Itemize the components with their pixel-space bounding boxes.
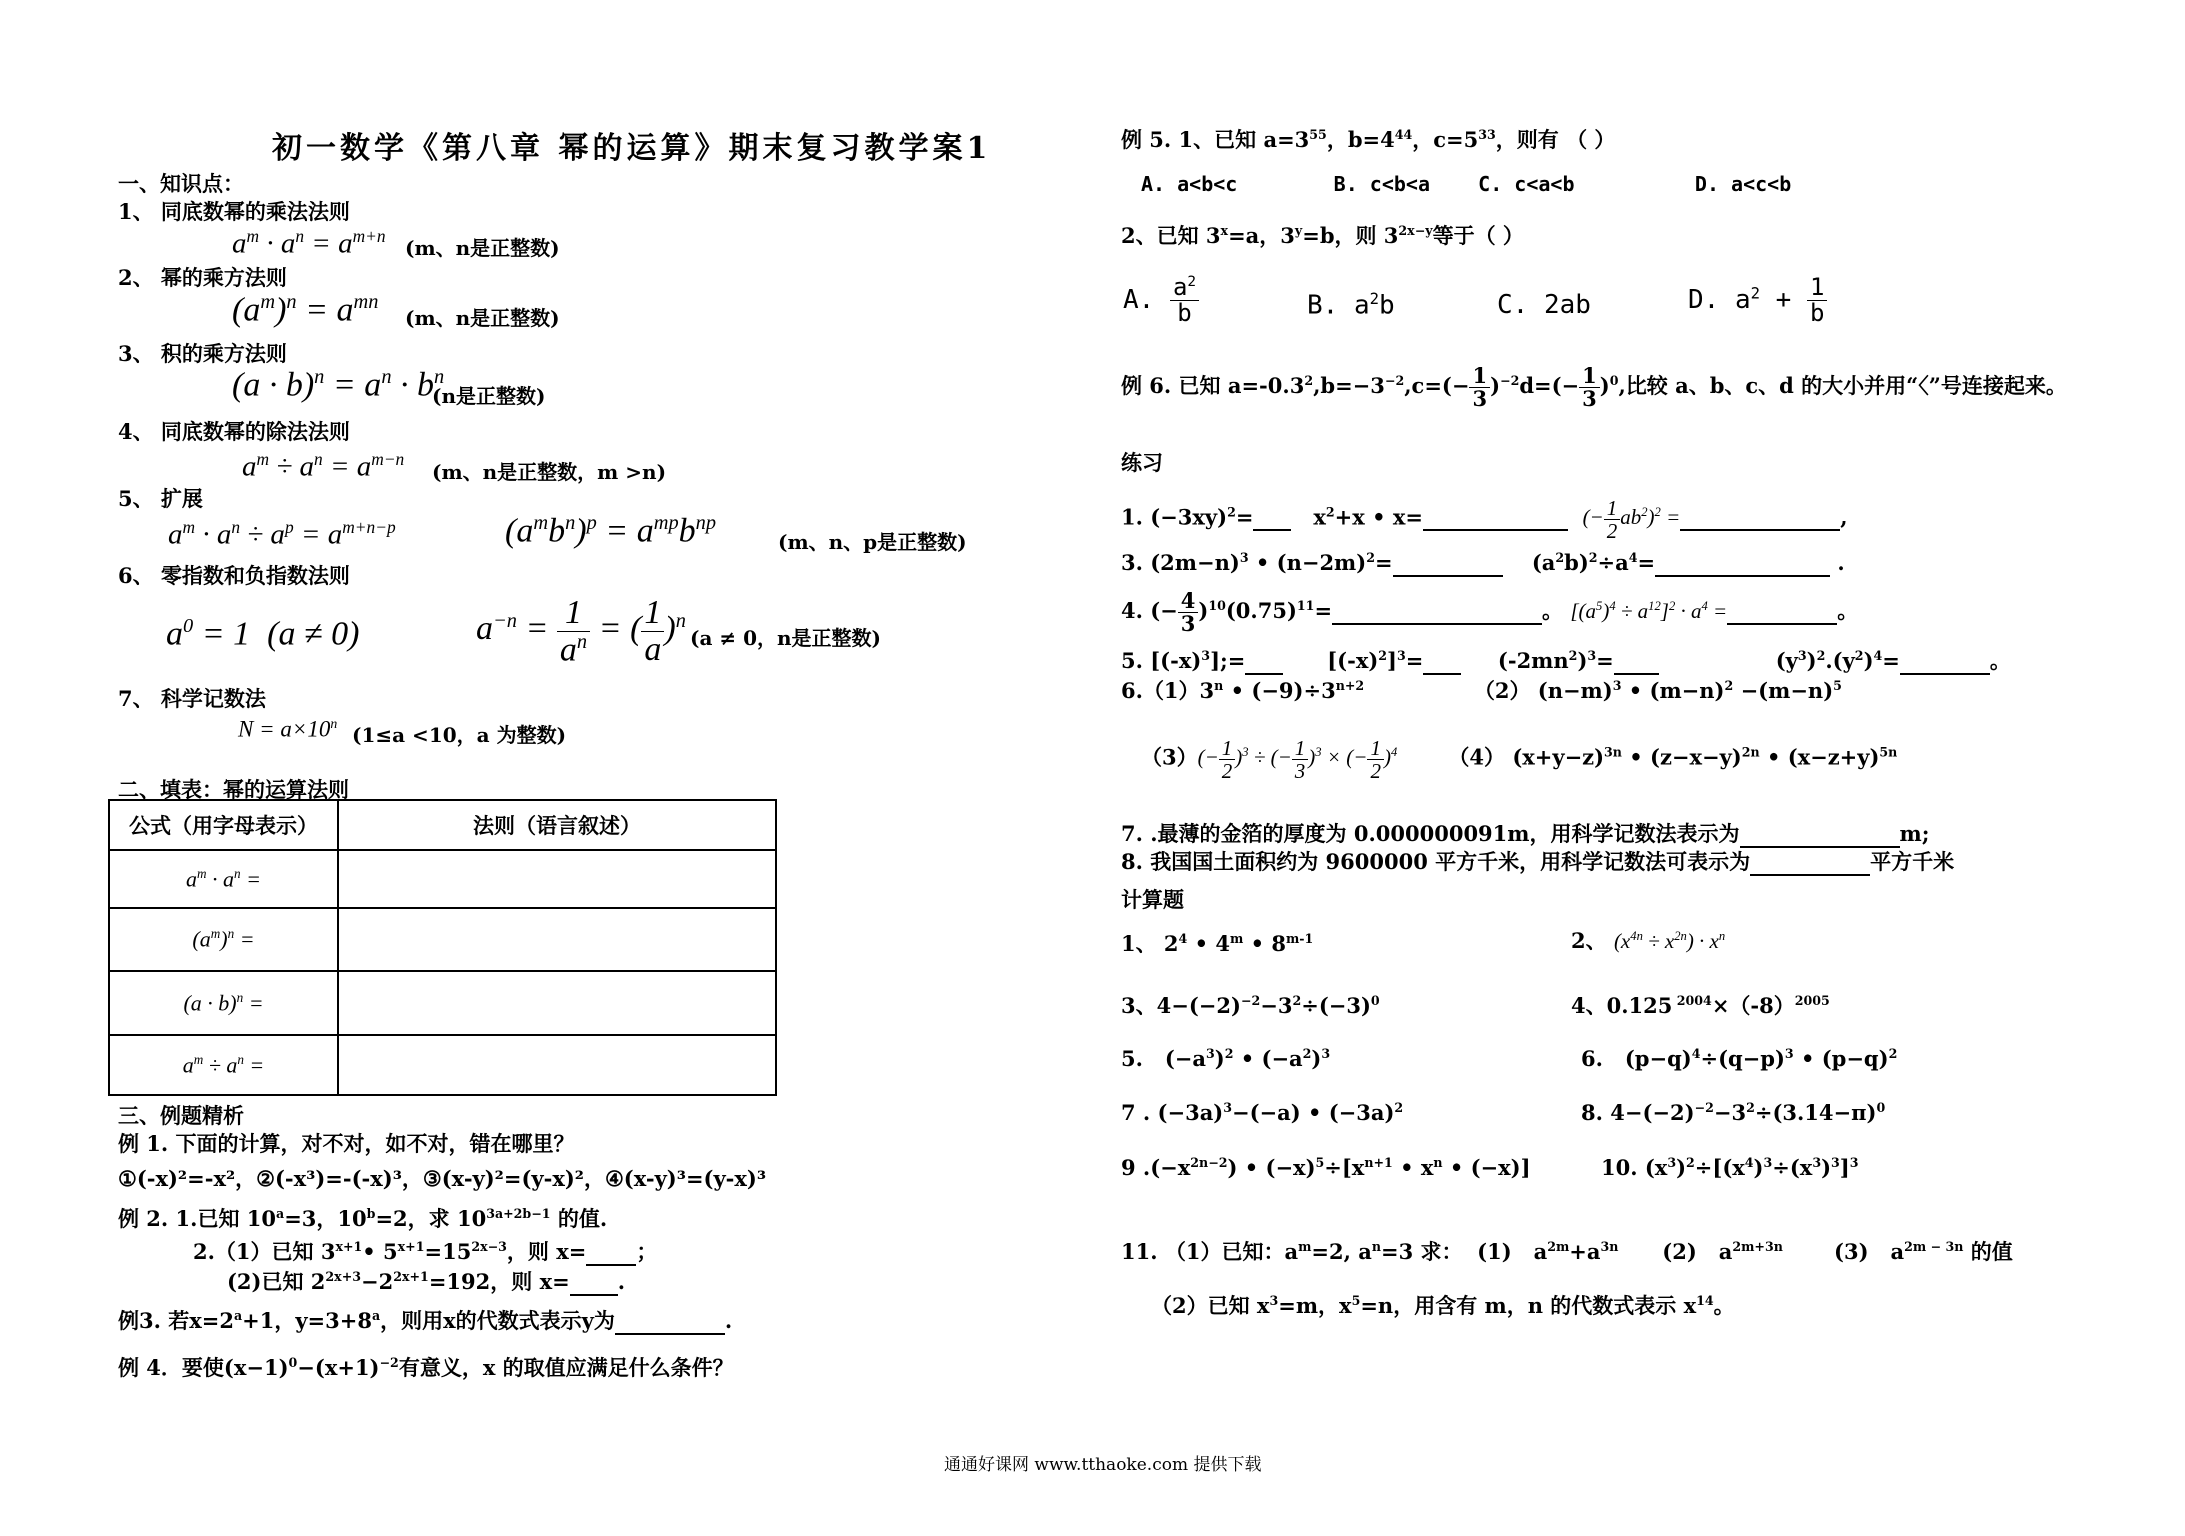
answer-blank[interactable] xyxy=(1332,598,1542,625)
section-table: 二、填表：幂的运算法则 xyxy=(118,777,349,802)
condition-5: (m、n、p是正整数) xyxy=(778,530,967,554)
example-5-q2-option-b[interactable]: B. $a^2b$ xyxy=(1307,290,1395,321)
calc-2: 2、 $(x^{4n} \div x^{2n}) \cdot x^n$ xyxy=(1571,928,1726,953)
calc-5: 5. $(-a^3)^2$ • $(-a^2)^3$ xyxy=(1121,1046,1331,1071)
practice-3: 3. $(2m-n)^3$ • $(n-2m)^2=$ $(a^2b)^2\div a^4=$ . xyxy=(1121,550,1845,575)
condition-6: (a ≠ 0，n是正整数) xyxy=(690,626,882,650)
calc-4: 4、0.125 $^{2004}\times(-8)^{2005}$ xyxy=(1571,993,1830,1018)
page-title: 初一数学《第八章 幂的运算》期末复习教学案1 xyxy=(272,131,992,166)
answer-blank[interactable] xyxy=(1423,504,1568,531)
formula-3: $(a \cdot b)^n = a^n \cdot b^n$ xyxy=(232,366,445,404)
section-examples: 三、例题精析 xyxy=(118,1103,244,1128)
answer-blank[interactable] xyxy=(570,1269,618,1296)
condition-4: (m、n是正整数，m >n) xyxy=(432,460,667,484)
rules-table xyxy=(108,799,777,1096)
example-2-part3: (2)已知 $2^{2x+3}-2^{2x+1}=192$，则 x= . xyxy=(227,1269,625,1294)
option-d[interactable]: D. a<c<b xyxy=(1694,172,1792,196)
formula-6b: $a^{-n}$ = $\frac{1}{a^n}$ = ( $\frac{1}{a}$ )$^n$ xyxy=(476,594,686,669)
option-b[interactable]: B. c<b<a xyxy=(1333,172,1430,196)
option-a[interactable]: A. a<b<c xyxy=(1141,172,1238,196)
knowledge-2-title: 2、 幂的乘方法则 xyxy=(118,265,287,290)
calc-11-1: 11. （1）已知：$a^m=2$, $a^n=3$ 求： (1) $a^{2m}+a^{3n}$ (2) $a^{2m+3n}$ (3) $a^{2m - 3n}$ 的值 xyxy=(1121,1239,2013,1264)
table-formula-2: $(a^m)^n$ = xyxy=(109,908,338,971)
formula-5b: $(a^mb^n)^p = a^{mp}b^{np}$ xyxy=(505,512,717,550)
practice-7: 7. .最薄的金箔的厚度为 0.000000091m，用科学记数法表示为 m; xyxy=(1121,821,1930,846)
formula-7: $N = a\times 10^n$ xyxy=(238,716,338,742)
practice-heading: 练习 xyxy=(1121,450,1163,475)
answer-blank[interactable] xyxy=(1680,504,1840,531)
table-header-formula: 公式（用字母表示） xyxy=(109,800,338,850)
table-rule-blank[interactable] xyxy=(338,1035,776,1095)
formula-4: $a^m \div a^n = a^{m-n}$ xyxy=(242,449,405,483)
example-5-q2-option-a[interactable]: A. $\frac{a^2}{b}$ xyxy=(1123,275,1199,326)
knowledge-3-title: 3、 积的乘方法则 xyxy=(118,341,287,366)
practice-1: 1. $(-3xy)^2=$ $x^2+x$ • x= (− $\frac{1}{2}$ $ab^2)^2$ = , xyxy=(1121,496,1848,544)
answer-blank[interactable] xyxy=(1393,550,1503,577)
formula-1: $a^m \cdot a^n = a^{m+n}$ xyxy=(232,226,386,260)
section-knowledge: 一、知识点： xyxy=(118,171,244,196)
example-5-q1-options xyxy=(1141,172,1791,196)
example-1: 例 1. 下面的计算，对不对，如不对，错在哪里？ xyxy=(118,1131,575,1156)
calc-3: 3、$4-(-2)^{-2}-3^2\div(-3)^0$ xyxy=(1121,993,1380,1018)
knowledge-6-title: 6、 零指数和负指数法则 xyxy=(118,563,350,588)
table-formula-4: $a^m \div a^n$ = xyxy=(109,1035,338,1095)
condition-7: (1≤a <10，a 为整数) xyxy=(352,723,567,747)
example-2-part2: 2.（1）已知 $3^{x+1}•$ $5^{x+1}=15^{2x-3}$，则 x= ； xyxy=(193,1239,658,1264)
example-5-q2-option-d[interactable]: D. $a^2$ + $\frac{1}{b}$ xyxy=(1688,275,1827,326)
calc-9: 9 $.(-x^{2n-2})$ • $(-x)^5\div[x^{n+1}$ • $x^n$ • (−x)] xyxy=(1121,1155,1531,1180)
table-rule-blank[interactable] xyxy=(338,908,776,971)
practice-8: 8. 我国国土面积约为 9600000 平方千米，用科学记数法可表示为 平方千米 xyxy=(1121,849,1955,874)
table-header-rule: 法则（语言叙述） xyxy=(338,800,776,850)
example-2-part1: 例 2. 1.已知 $10^a=3$，$10^b=2$，求 $10^{3a+2b-1}$ 的值. xyxy=(118,1206,608,1231)
practice-6-3-4: （3）(− $\frac{1}{2}$ )$^3$ ÷ (− $\frac{1}{3}$ )$^3$ × (− $\frac{1}{2}$ )$^4$ （4） $(x+y-z)^{3n}$ • $(z-x-y)^{2n}$ • $(x-z+y)^{5n}$ xyxy=(1141,736,1898,784)
table-rule-blank[interactable] xyxy=(338,971,776,1035)
example-5-q2: 2、已知 $3^x=a$，$3^y=b$，则 $3^{2x-y}$等于（ ） xyxy=(1121,223,1524,248)
formula-2: $(a^m)^n = a^{mn}$ xyxy=(232,291,379,329)
example-5-q1: 例 5. 1、已知 $a=3^{55}$，$b=4^{44}$，$c=5^{33}$，则有 （ ） xyxy=(1121,127,1616,152)
example-5-q2-option-c[interactable]: C. 2ab xyxy=(1497,290,1591,320)
knowledge-5-title: 5、 扩展 xyxy=(118,486,203,511)
answer-blank[interactable] xyxy=(1750,849,1870,876)
option-c[interactable]: C. c<a<b xyxy=(1478,172,1575,196)
condition-3: (n是正整数) xyxy=(432,384,546,408)
table-formula-1: $a^m \cdot a^n$ = xyxy=(109,850,338,908)
knowledge-7-title: 7、 科学记数法 xyxy=(118,686,266,711)
formula-5a: $a^m \cdot a^n \div a^p = a^{m+n-p}$ xyxy=(168,517,396,551)
example-3: 例3. 若$x=2^a+1$，$y=3+8^a$，则用x的代数式表示y为 . xyxy=(118,1308,733,1333)
example-4: 例 4．要使$(x-1)^0-(x+1)^{-2}$有意义，x 的取值应满足什么条件？ xyxy=(118,1355,734,1380)
practice-6: 6.（1）3$^n$ • $(-9)\div 3^{n+2}$ （2） $(n-m)^3$ • $(m-n)^2 -(m-n)^5$ xyxy=(1121,678,1842,703)
calc-11-2: （2）已知 $x^3=m$，$x^5=n$，用含有 m，n 的代数式表示 $x^{14}$。 xyxy=(1151,1293,1735,1318)
calc-heading: 计算题 xyxy=(1121,887,1184,912)
calc-1: 1、 $2^4$ • 4$^m$ • 8$^{m-1}$ xyxy=(1121,931,1314,956)
calc-7: 7 . $(-3a)^3-(-a)$ • $(-3a)^2$ xyxy=(1121,1100,1404,1125)
calc-10: 10. $(x^3)^2\div[(x^4)^3\div(x^3)^3]^3$ xyxy=(1601,1155,1859,1180)
practice-4: 4. (− $\frac{4}{3}$ )$^{10}(0.75)^{11}=$ 。 $[(a^5)^4 \div a^{12}]^2 \cdot a^4$ = 。 xyxy=(1121,588,1859,637)
formula-6a: $a^0 = 1$ (a ≠ 0) xyxy=(166,615,360,653)
example-6: 例 6. 已知 $a=-0.3^2,b=-3^{-2},c=(-$ $\frac{1}{3}$ )$^{-2}$d=(− $\frac{1}{3}$ )$^0$,比较 a、b、c、d 的大小并用“〈”号连接起来。 xyxy=(1121,363,2067,412)
answer-blank[interactable] xyxy=(1900,648,1990,675)
calc-6: 6. $(p-q)^4\div(q-p)^3$ • $(p-q)^2$ xyxy=(1581,1046,1898,1071)
practice-5: 5. $[(-x)^3];=$ $[(-x)^2]^3=$ $(-2mn^2)^3=$ $(y^3)^2.(y^2)^4=$ 。 xyxy=(1121,648,2011,673)
answer-blank[interactable] xyxy=(586,1239,636,1266)
table-formula-3: $(a \cdot b)^n$ = xyxy=(109,971,338,1035)
condition-2: (m、n是正整数) xyxy=(405,306,560,330)
answer-blank[interactable] xyxy=(1740,821,1900,848)
knowledge-1-title: 1、 同底数幂的乘法法则 xyxy=(118,199,350,224)
answer-blank[interactable] xyxy=(1727,598,1837,625)
condition-1: (m、n是正整数) xyxy=(405,236,560,260)
answer-blank[interactable] xyxy=(1655,550,1830,577)
answer-blank[interactable] xyxy=(615,1308,725,1335)
calc-8: 8. $4-(-2)^{-2}-3^2\div(3.14-\pi)^0$ xyxy=(1581,1100,1886,1125)
example-1-items: ①(-x)²=-x²，②(-x³)=-(-x)³，③(x-y)²=(y-x)²，④(x-y)³=(y-x)³ xyxy=(118,1166,767,1191)
footer-credit: 通通好课网 www.tthaoke.com 提供下载 xyxy=(944,1455,1262,1475)
knowledge-4-title: 4、 同底数幂的除法法则 xyxy=(118,419,350,444)
table-rule-blank[interactable] xyxy=(338,850,776,908)
